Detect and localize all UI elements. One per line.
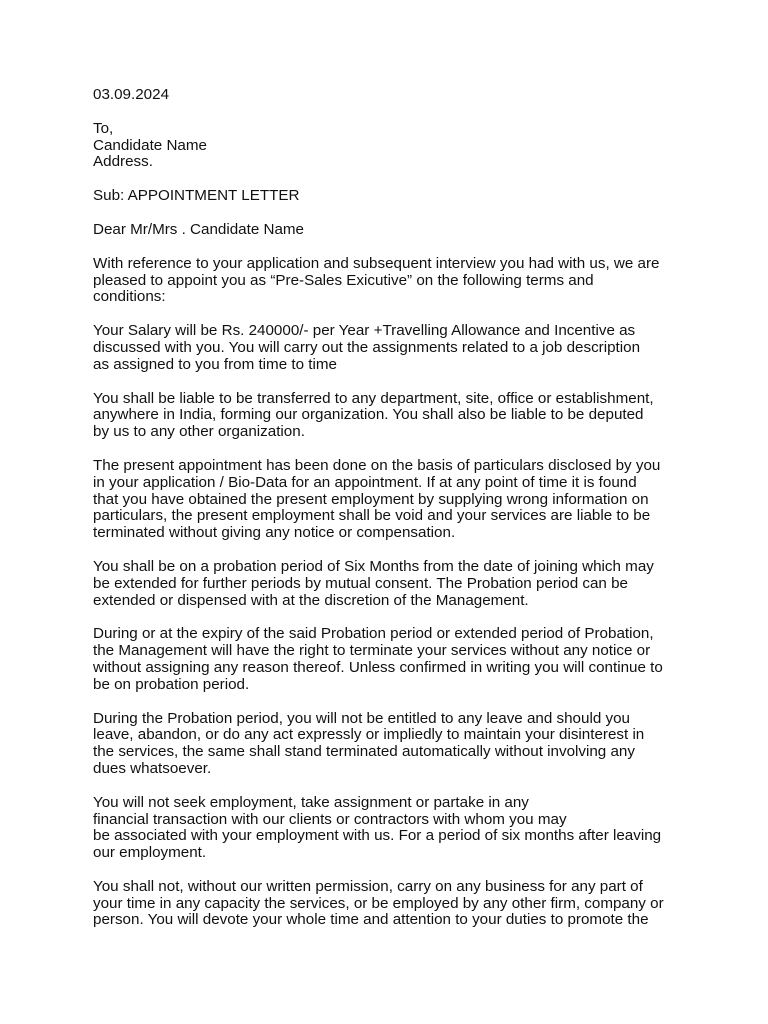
paragraph-line: During the Probation period, you will not be entitled to any leave and should you [93, 709, 630, 727]
address-line: Candidate Name [93, 136, 207, 154]
salutation [93, 222, 683, 239]
paragraph-leave [93, 711, 683, 778]
paragraph-appointment [93, 256, 683, 306]
paragraph-line: pleased to appoint you as “Pre-Sales Exicutive” on the following terms and [93, 271, 594, 289]
address-line: To, [93, 119, 114, 137]
recipient-address [93, 121, 683, 171]
paragraph-line: anywhere in India, forming our organization. You shall also be liable to be deputed [93, 406, 644, 424]
paragraph-line: as assigned to you from time to time [93, 355, 337, 373]
paragraph-line: conditions: [93, 288, 166, 306]
paragraph-salary [93, 323, 683, 373]
paragraph-line: in your application / Bio-Data for an appointment. If at any point of time it is found [93, 473, 637, 491]
paragraph-line: The present appointment has been done on the basis of particulars disclosed by you [93, 456, 661, 474]
paragraph-line: our employment. [93, 844, 207, 862]
paragraph-transfer [93, 391, 683, 441]
paragraph-line: that you have obtained the present employment by supplying wrong information on [93, 490, 649, 508]
address-line: Address. [93, 153, 153, 171]
paragraph-line: by us to any other organization. [93, 423, 305, 441]
paragraph-line: be extended for further periods by mutual consent. The Probation period can be [93, 574, 628, 592]
paragraph-line: without assigning any reason thereof. Unless confirmed in writing you will continue to [93, 658, 663, 676]
paragraph-line: During or at the expiry of the said Probation period or extended period of Probation, [93, 625, 654, 643]
paragraph-line: financial transaction with our clients or contractors with whom you may [93, 810, 567, 828]
appointment-letter [93, 87, 683, 946]
paragraph-line: You shall be liable to be transferred to any department, site, office or establishment, [93, 389, 654, 407]
paragraph-line: You shall be on a probation period of Six Months from the date of joining which may [93, 557, 654, 575]
paragraph-line: be on probation period. [93, 675, 250, 693]
paragraph-line: your time in any capacity the services, or be employed by any other firm, company or [93, 894, 664, 912]
paragraph-probation [93, 559, 683, 609]
paragraph-line: leave, abandon, or do any act expressly or impliedly to maintain your disinterest in [93, 726, 645, 744]
paragraph-line: extended or dispensed with at the discretion of the Management. [93, 591, 529, 609]
subject-text: Sub: APPOINTMENT LETTER [93, 187, 300, 205]
paragraph-line: discussed with you. You will carry out the assignments related to a job description [93, 338, 641, 356]
paragraph-non-solicitation [93, 795, 683, 862]
paragraph-line: terminated without giving any notice or compensation. [93, 524, 456, 542]
letter-date [93, 87, 683, 104]
paragraph-line: With reference to your application and subsequent interview you had with us, we are [93, 254, 660, 272]
paragraph-line: the Management will have the right to terminate your services without any notice or [93, 642, 651, 660]
subject-line [93, 188, 683, 205]
paragraph-line: dues whatsoever. [93, 759, 212, 777]
paragraph-line: Your Salary will be Rs. 240000/- per Year +Travelling Allowance and Incentive as [93, 322, 636, 340]
paragraph-line: particulars, the present employment shall be void and your services are liable to be [93, 507, 651, 525]
paragraph-termination [93, 626, 683, 693]
salutation-text: Dear Mr/Mrs . Candidate Name [93, 220, 305, 238]
paragraph-line: the services, the same shall stand terminated automatically without involving any [93, 743, 635, 761]
paragraph-line: You will not seek employment, take assignment or partake in any [93, 793, 529, 811]
paragraph-particulars [93, 458, 683, 542]
paragraph-line: You shall not, without our written permission, carry on any business for any part of [93, 877, 643, 895]
paragraph-line: be associated with your employment with us. For a period of six months after leaving [93, 827, 662, 845]
paragraph-line: person. You will devote your whole time and attention to your duties to promote the [93, 911, 649, 929]
paragraph-exclusivity [93, 879, 683, 929]
date-line: 03.09.2024 [93, 86, 170, 103]
